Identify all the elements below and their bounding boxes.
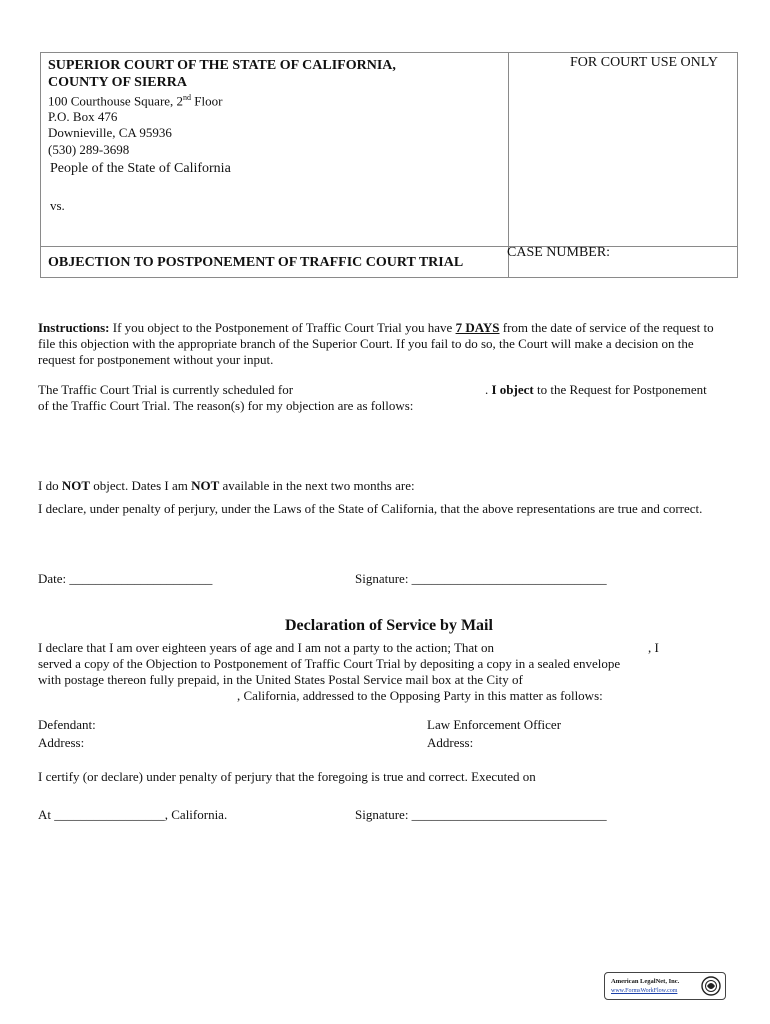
court-phone: (530) 289-3698 [48,142,130,157]
instructions-text: If you object to the Postponement of Traffic Court Trial you have [109,320,456,335]
date-field[interactable]: Date: ______________________ [38,571,213,586]
signature-field[interactable]: Signature: ______________________________ [355,571,607,586]
service-line1-end: , I [648,640,659,655]
form-title: OBJECTION TO POSTPONEMENT OF TRAFFIC COURT TRIAL [48,255,464,270]
instructions-text-continued: from the date of service of the request to file this objection with the appropriate branch of the Superior Court. If you fail to do so, the Court will make a decision on the request for postponement without your input. [38,320,714,367]
certify-text: I certify (or declare) under penalty of perjury that the foregoing is true and correct. Executed on [38,769,536,784]
i-object-bold: I object [491,382,534,397]
officer-label: Law Enforcement Officer [427,717,562,732]
court-name-line1: SUPERIOR COURT OF THE STATE OF CALIFORNIA, [48,58,396,73]
address-text: 100 Courthouse Square, 2 [48,93,184,109]
not-object-bold1: NOT [61,478,91,493]
service-signature-field[interactable]: Signature: ______________________________ [355,807,607,822]
not-object-part1: I do [38,478,62,493]
not-object-part2: object. Dates I am [90,478,192,493]
instructions-label: Instructions: [38,320,110,335]
address-text-suffix: Floor [191,93,223,109]
seal-icon [701,976,721,996]
court-address-line3: Downieville, CA 95936 [48,125,172,140]
caption-left-divider [40,246,508,247]
deadline-days: 7 DAYS [455,320,500,335]
court-use-only-label: FOR COURT USE ONLY [570,55,719,70]
i-object-prefix: . [485,382,492,397]
logo-url-link[interactable]: www.FormsWorkFlow.com [611,988,678,994]
legalnet-logo [604,972,726,1000]
trial-scheduled-text: The Traffic Court Trial is currently scheduled for [38,382,294,397]
service-line3: with postage thereon fully prepaid, in the United States Postal Service mail box at the City of [38,672,523,687]
i-object-text [485,382,707,398]
service-line4: , California, addressed to the Opposing Party in this matter as follows: [237,688,603,703]
not-object-bold2: NOT [191,478,220,493]
defendant-address-label: Address: [38,735,85,750]
i-object-suffix: to the Request for Postponement [533,382,707,397]
instructions-paragraph [38,320,718,368]
defendant-label: Defendant: [38,717,96,732]
logo-company-name: American LegalNet, Inc. [611,978,680,985]
not-object-text [38,478,415,494]
perjury-declaration: I declare, under penalty of perjury, under the Laws of the State of California, that the above representations are true and correct. [38,501,703,516]
service-line1: I declare that I am over eighteen years of age and I am not a party to the action; That on [38,640,495,655]
objection-reasons-text: of the Traffic Court Trial. The reason(s) for my objection are as follows: [38,398,414,413]
versus-text: vs. [50,198,65,213]
officer-address-label: Address: [427,735,474,750]
service-heading: Declaration of Service by Mail [285,617,493,634]
case-number-label: CASE NUMBER: [507,245,611,260]
plaintiff-name: People of the State of California [50,161,231,176]
service-line2: served a copy of the Objection to Postponement of Traffic Court Trial by depositing a copy in a sealed envelope [38,656,621,671]
executed-at-field[interactable]: At _________________, California. [38,807,228,822]
court-name-line2: COUNTY OF SIERRA [48,75,187,90]
not-object-part3: available in the next two months are: [219,478,415,493]
address-superscript: nd [183,93,192,102]
court-address-line2: P.O. Box 476 [48,109,118,124]
court-address-line1 [48,93,222,109]
